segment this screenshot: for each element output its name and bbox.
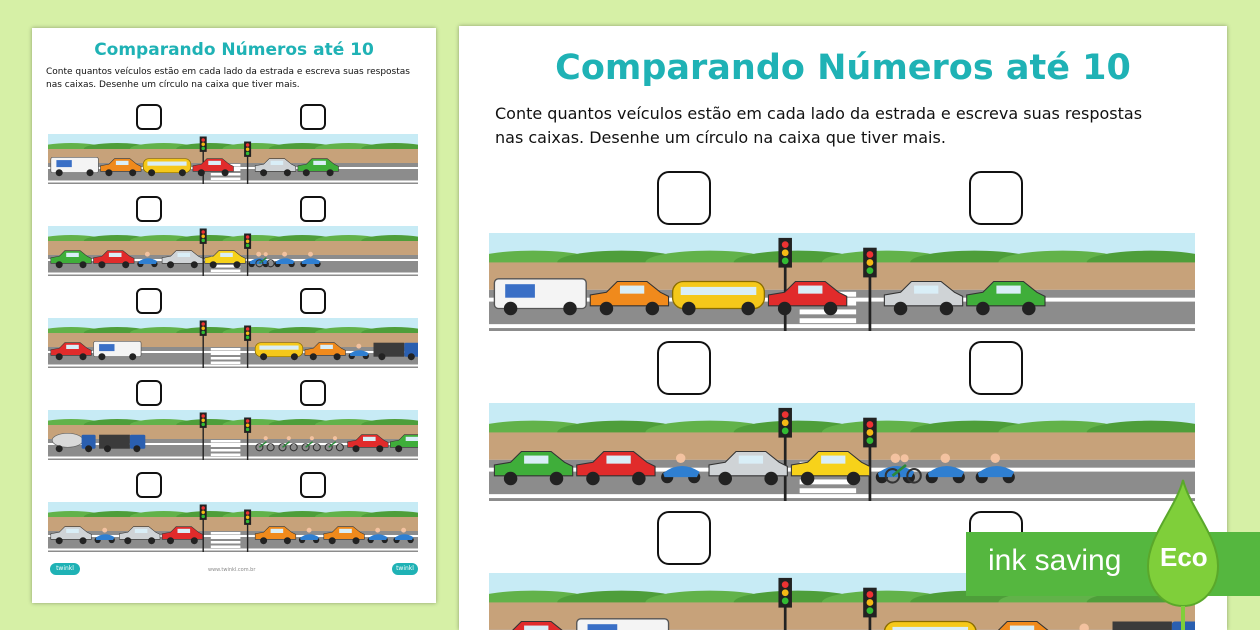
road-scene bbox=[48, 226, 418, 276]
eco-label: Eco bbox=[1160, 542, 1208, 572]
answer-box[interactable] bbox=[300, 196, 326, 222]
instructions-small bbox=[46, 66, 422, 92]
road-scene bbox=[489, 403, 1195, 501]
answer-box[interactable] bbox=[657, 511, 711, 565]
instructions bbox=[495, 102, 1197, 150]
worksheet-title-small: Comparando Números até 10 bbox=[94, 40, 374, 60]
answer-box[interactable] bbox=[969, 341, 1023, 395]
answer-box[interactable] bbox=[136, 472, 162, 498]
answer-box[interactable] bbox=[136, 288, 162, 314]
answer-box[interactable] bbox=[657, 341, 711, 395]
instructions-line2-small: nas caixas. Desenhe um círculo na caixa que tiver mais. bbox=[46, 80, 300, 90]
twinkl-logo-right bbox=[392, 563, 418, 575]
answer-box[interactable] bbox=[136, 380, 162, 406]
road-scene bbox=[48, 318, 418, 368]
answer-box[interactable] bbox=[300, 472, 326, 498]
road-scene bbox=[489, 233, 1195, 331]
ink-saving-label: ink saving bbox=[988, 544, 1122, 577]
answer-box[interactable] bbox=[300, 380, 326, 406]
answer-box[interactable] bbox=[300, 288, 326, 314]
instructions-line1: Conte quantos veículos estão em cada lado da estrada e escreva suas respostas bbox=[495, 104, 1143, 123]
worksheet-preview-small bbox=[32, 28, 436, 603]
worksheet-title: Comparando Números até 10 bbox=[555, 48, 1131, 88]
answer-box[interactable] bbox=[969, 171, 1023, 225]
brand-left-text: twinkl bbox=[56, 565, 74, 572]
vehicle-bus-yellow bbox=[884, 622, 976, 630]
instructions-line2: nas caixas. Desenhe um círculo na caixa que tiver mais. bbox=[495, 128, 946, 147]
instructions-line1-small: Conte quantos veículos estão em cada lado da estrada e escreva suas respostas bbox=[46, 67, 410, 77]
answer-box[interactable] bbox=[300, 104, 326, 130]
road-scene bbox=[48, 502, 418, 552]
answer-box[interactable] bbox=[136, 196, 162, 222]
road-scene bbox=[48, 410, 418, 460]
footer-url: www.twinkl.com.br bbox=[208, 567, 256, 573]
vehicle-van bbox=[577, 619, 669, 630]
brand-right-text: twinkl bbox=[396, 565, 414, 572]
answer-box[interactable] bbox=[136, 104, 162, 130]
twinkl-logo-left bbox=[50, 563, 80, 575]
answer-box[interactable] bbox=[657, 171, 711, 225]
road-scene bbox=[48, 134, 418, 184]
